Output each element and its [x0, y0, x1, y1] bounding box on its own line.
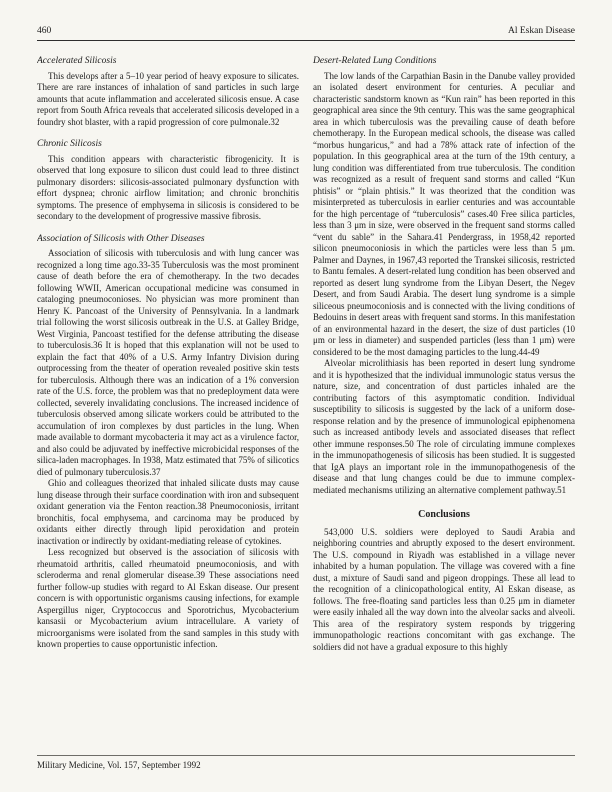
heading-chronic-silicosis: Chronic Silicosis — [37, 139, 102, 149]
heading-desert-related-lung-conditions: Desert-Related Lung Conditions — [313, 56, 437, 66]
paragraph-association-1: Association of silicosis with tuberculosis and with lung cancer was recognized a long time ago.33-35 Tuberculosis was the most prominent cause of death before the era of chemotherapy. In the two decades following WWII, American occupational medicine was consumed in cataloging pneumoconioses. No physician was more prominent than Henry K. Pancoast of the University of Pennsylvania. In a landmark trial following the worst silicosis outbreak in the U.S. at Galley Bridge, West Virginia, Pancoast testified for the defense attributing the disease to tuberculosis.36 It is hoped that this explanation will not be used to explain the fact that 40% of a U.S. Army Infantry Division during outprocessing from the theater of operation revealed positive skin tests for tuberculosis. Although there was an indication of a 1% conversion rate of the U.S. force, the problem was that no predeployment data were collected, severely invalidating conclusions. The increased incidence of tuberculosis observed among silicate workers could be attributed to the accumulation of iron complexes by dust particles in the lung. When made available to dormant mycobacteria it may act as a virulence factor, and also could be adjuvated by ineffective microbicidal responses of the silica-laden macrophages. In 1938, Matz estimated that 75% of silicotics died of pulmonary tuberculosis.37 — [37, 248, 299, 477]
footer-rule — [37, 755, 575, 756]
page-number: 460 — [37, 26, 52, 36]
header-rule — [37, 40, 575, 41]
left-column — [37, 56, 299, 756]
page-header — [37, 26, 575, 36]
heading-accelerated-silicosis: Accelerated Silicosis — [37, 56, 117, 66]
paragraph-accelerated-silicosis: This develops after a 5–10 year period of heavy exposure to silicates. There are rare instances of inhalation of sand particles in such large amounts that acute inflammation and accelerated silicosis ensue. A case report from South Africa reveals that accelerated silicosis developed in a foundry shot blaster, with a rapid progression of core pulmonale.32 — [37, 70, 299, 127]
paragraph-desert-lung-1: The low lands of the Carpathian Basin in the Danube valley provided an isolated desert environment for centuries. A peculiar and characteristic sandstorm known as “Kun rain” has been reported in this geographical area since the 9th century. This was the same geographical area in which tuberculosis was the prevailing cause of death before chemotherapy. In the European medical schools, the disease was called “morbus hungaricus,” and had a 78% attack rate of infection of the population. In this geographical area at the turn of the 19th century, a lung condition was differentiated from true tuberculosis. The condition was recognized as a result of frequent sand storms and called “Kun phtisis” or “plain phtisis.” It was theorized that the condition was misinterpreted as tuberculosis in earlier centuries and was accountable for the high percentage of “tuberculosis” cases.40 Free silica particles, less than 3 μm in size, were observed in the frequent sand storms called “vent du sable” in the Sahara.41 Pendergrass, in 1958,42 reported silicon pneumoconiosis in which the particles were less than 5 μm. Palmer and Daynes, in 1967,43 reported the Transkei silicosis, restricted to Bantu females. A desert-related lung condition has been observed and reported as desert lung syndrome from the Libyan Desert, the Negev Desert, and from Saudi Arabia. The desert lung syndrome is a simple siliceous pneumoconiosis and is connected with the living conditions of Bedouins in desert areas with frequent sand storms. In this manifestation of an environmental hazard in the desert, the size of dust particles (10 μm or less in diameter) and suspended particles (less than 1 μm) were considered to be the most damaging particles to the lung.44-49 — [313, 70, 575, 357]
heading-association-other-diseases: Association of Silicosis with Other Diseases — [37, 233, 205, 244]
paragraph-chronic-silicosis: This condition appears with characteristic fibrogenicity. It is observed that long exposure to silicon dust could lead to three distinct pulmonary disorders: silicosis-associated pulmonary dysfunction with effort dyspnea; chronic airflow limitation; and chronic bronchitis symptoms. The presence of emphysema in silicosis is considered to be secondary to the development of progressive massive fibrosis. — [37, 153, 299, 221]
journal-citation: Military Medicine, Vol. 157, September 1992 — [37, 760, 201, 770]
paragraph-association-3: Less recognized but observed is the association of silicosis with rheumatoid arthritis, called rheumatoid pneumoconiosis, and with scleroderma and renal glomerular disease.39 These associations need further follow-up studies with regard to Al Eskan disease. Our present concern is with opportunistic organisms causing infections, for example Aspergillus niger, Cryptococcus and Sporotrichus, Mycobacterium kansasii or Mycobacterium avium intracellulare. A variety of microorganisms were isolated from the sand samples in this study with known properties to cause opportunistic infection. — [37, 547, 299, 649]
paragraph-desert-lung-2: Alveolar microlithiasis has been reported in desert lung syndrome and it is hypothesized that the individual immunologic status versus the nature, size, and concentration of dust particles inhaled are the contributing factors of this asymptomatic condition. Individual susceptibility to silicosis is suggested by the lack of a uniform dose-response relation and by the presence of immunological epiphenomena such as increased antibody levels and associated diseases that reflect other immune responses.50 The role of circulating immune complexes in the immunopathogenesis of silicosis has been studied. It is suggested that IgA plays an important role in the immunopathogenesis of the disease and that lung changes could be due to immune complex-mediated mechanisms utilizing an alternative complement pathway.51 — [313, 358, 575, 495]
right-column — [313, 56, 575, 756]
article-body — [37, 56, 575, 756]
heading-conclusions: Conclusions — [418, 509, 470, 520]
paragraph-conclusions-1: 543,000 U.S. soldiers were deployed to Saudi Arabia and neighboring countries and abruptly exposed to the desert environment. The U.S. compound in Riyadh was established in a village never inhabited by a human population. The village was covered with a fine dust, a mixture of Saudi sand and pigeon droppings. These all lead to the recognition of a clinicopathological entity, Al Eskan disease, as follows. The free-floating sand particles less than 0.25 μm in diameter were easily inhaled all the way down into the alveolar sacks and alveoli. This area of the respiratory system responds by triggering immunopathologic reactions concomitant with gas exchange. The soldiers did not have a gradual exposure to this highly — [313, 526, 575, 652]
paragraph-association-2: Ghio and colleagues theorized that inhaled silicate dusts may cause lung disease through their surface coordination with iron and subsequent oxidant generation via the Fenton reaction.38 Pneumoconiosis, irritant bronchitis, focal emphysema, and carcinoma may be produced by oxidants either directly through lipid peroxidation and protein inactivation or indirectly by oxidant-mediating release of cytokines. — [37, 478, 299, 546]
page-footer — [37, 755, 575, 770]
running-title: Al Eskan Disease — [507, 26, 575, 36]
